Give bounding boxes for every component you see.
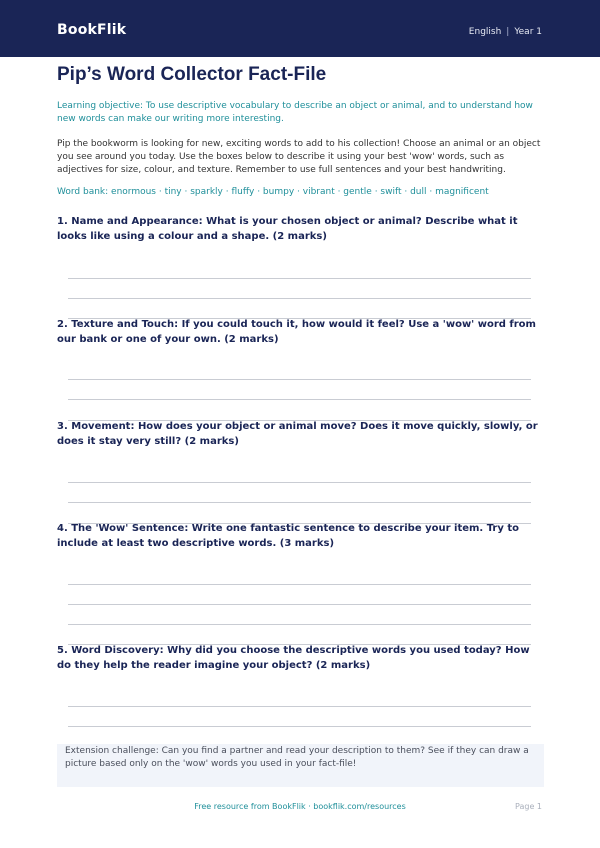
page-title: Pip’s Word Collector Fact-File xyxy=(57,64,327,85)
site-header xyxy=(0,0,600,57)
answer-line[interactable] xyxy=(68,278,531,279)
answer-line[interactable] xyxy=(68,726,531,727)
footer-credit[interactable]: Free resource from BookFlik · bookflik.com/resources xyxy=(194,802,406,811)
question-1 xyxy=(57,214,543,244)
meta-separator: | xyxy=(506,27,510,37)
question-text: 1. Name and Appearance: What is your chosen object or animal? Describe what it looks like using a colour and a shape. (2 marks) xyxy=(57,216,518,242)
answer-line[interactable] xyxy=(68,502,531,503)
question-5 xyxy=(57,643,543,673)
question-text: 3. Movement: How does your object or animal move? Does it move quickly, slowly, or does it stay very still? (2 marks) xyxy=(57,421,538,447)
year-label: Year 1 xyxy=(514,27,542,37)
page-number: Page 1 xyxy=(515,802,542,811)
header-meta xyxy=(469,27,542,37)
intro-paragraph: Pip the bookworm is looking for new, exciting words to add to his collection! Choose an animal or an object you see around you today. Use the boxes below to describe it using your best 'wow' words, such as adjectives for size, colour, and texture. Remember to use full sentences and your best handwriting. xyxy=(57,139,541,175)
brand-logo[interactable]: BookFlik xyxy=(57,22,127,38)
learning-objective: Learning objective: To use descriptive vocabulary to describe an object or animal, and to understand how new words can make our writing more interesting. xyxy=(57,101,533,124)
answer-line[interactable] xyxy=(68,706,531,707)
answer-line[interactable] xyxy=(68,399,531,400)
question-3 xyxy=(57,419,543,449)
answer-line[interactable] xyxy=(68,584,531,585)
question-text: 5. Word Discovery: Why did you choose the descriptive words you used today? How do they help the reader imagine your object? (2 marks) xyxy=(57,645,530,671)
question-text: 4. The 'Wow' Sentence: Write one fantastic sentence to describe your item. Try to include at least two descriptive words. (3 marks) xyxy=(57,523,520,549)
answer-line[interactable] xyxy=(68,624,531,625)
answer-line[interactable] xyxy=(68,604,531,605)
extension-challenge: Extension challenge: Can you find a partner and read your description to them? See if they can draw a picture based only on the 'wow' words you used in your fact-file! xyxy=(57,744,544,787)
subject-label: English xyxy=(468,27,502,37)
word-bank: Word bank: enormous · tiny · sparkly · fluffy · bumpy · vibrant · gentle · swift · dull · magnificent xyxy=(57,187,489,197)
question-text: 2. Texture and Touch: If you could touch it, how would it feel? Use a 'wow' word from our bank or one of your own. (2 marks) xyxy=(57,319,536,345)
answer-line[interactable] xyxy=(68,379,531,380)
question-2 xyxy=(57,317,543,347)
question-4 xyxy=(57,521,543,551)
answer-line[interactable] xyxy=(68,482,531,483)
answer-line[interactable] xyxy=(68,298,531,299)
